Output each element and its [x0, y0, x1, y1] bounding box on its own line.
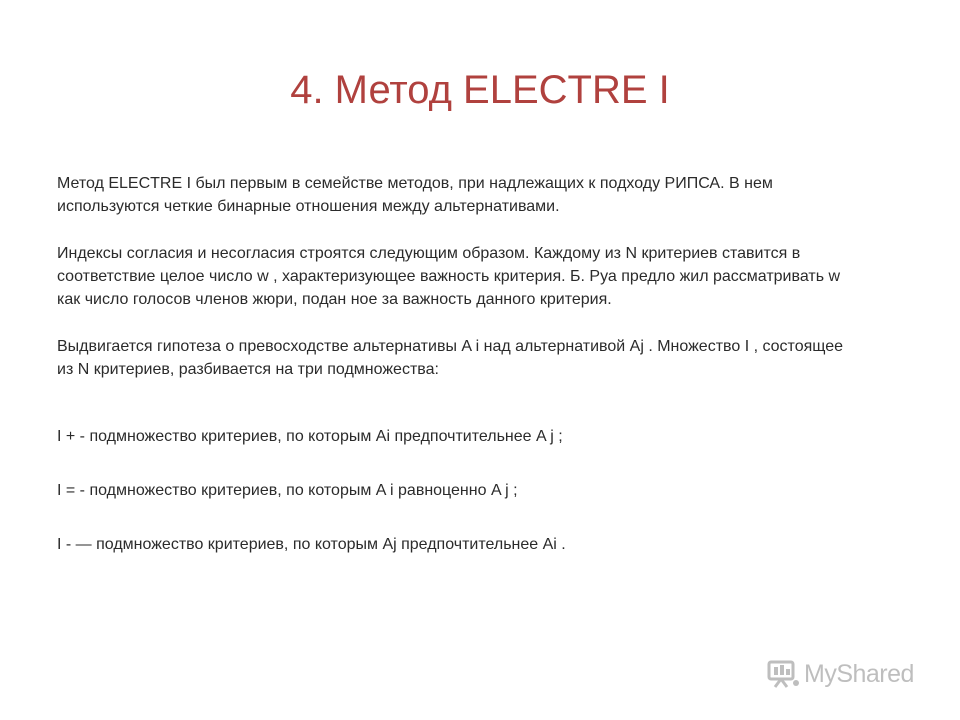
subset-item-equivalent: I = - подмножество критериев, по которым A i равноценно A j ; — [57, 482, 518, 499]
subset-item-inferior: I - — подмножество критериев, по которым Aj предпочтительнее Ai . — [57, 536, 566, 553]
paragraph-line: Индексы согласия и несогласия строятся следующим образом. Каждому из N критериев ставится в — [57, 245, 801, 262]
paragraph-line: из N критериев, разбивается на три подмножества: — [57, 361, 439, 378]
paragraph-intro — [57, 172, 907, 218]
paragraph-line: как число голосов членов жюри, подан ное за важность данного критерия. — [57, 291, 612, 308]
slide-title: 4. Метод ELECTRE I — [290, 68, 670, 112]
subset-item-preferred: I + - подмножество критериев, по которым Ai предпочтительнее A j ; — [57, 428, 563, 445]
paragraph-line: соответствие целое число w , характеризующее важность критерия. Б. Руа предло жил рассматривать w — [57, 268, 841, 285]
paragraph-hypothesis — [57, 335, 907, 381]
myshared-logo-icon — [766, 659, 800, 689]
paragraph-line: Выдвигается гипотеза о превосходстве альтернативы A i над альтернативой Aj . Множество I , состоящее — [57, 338, 844, 355]
paragraph-line: Метод ELECTRE I был первым в семействе методов, при надлежащих к подходу РИПСА. В нем — [57, 175, 773, 192]
paragraph-line: используются четкие бинарные отношения между альтернативами. — [57, 198, 560, 215]
watermark-text: MyShared — [804, 659, 914, 688]
paragraph-indices — [57, 242, 907, 311]
myshared-watermark — [766, 656, 914, 692]
slide-body — [57, 172, 907, 553]
